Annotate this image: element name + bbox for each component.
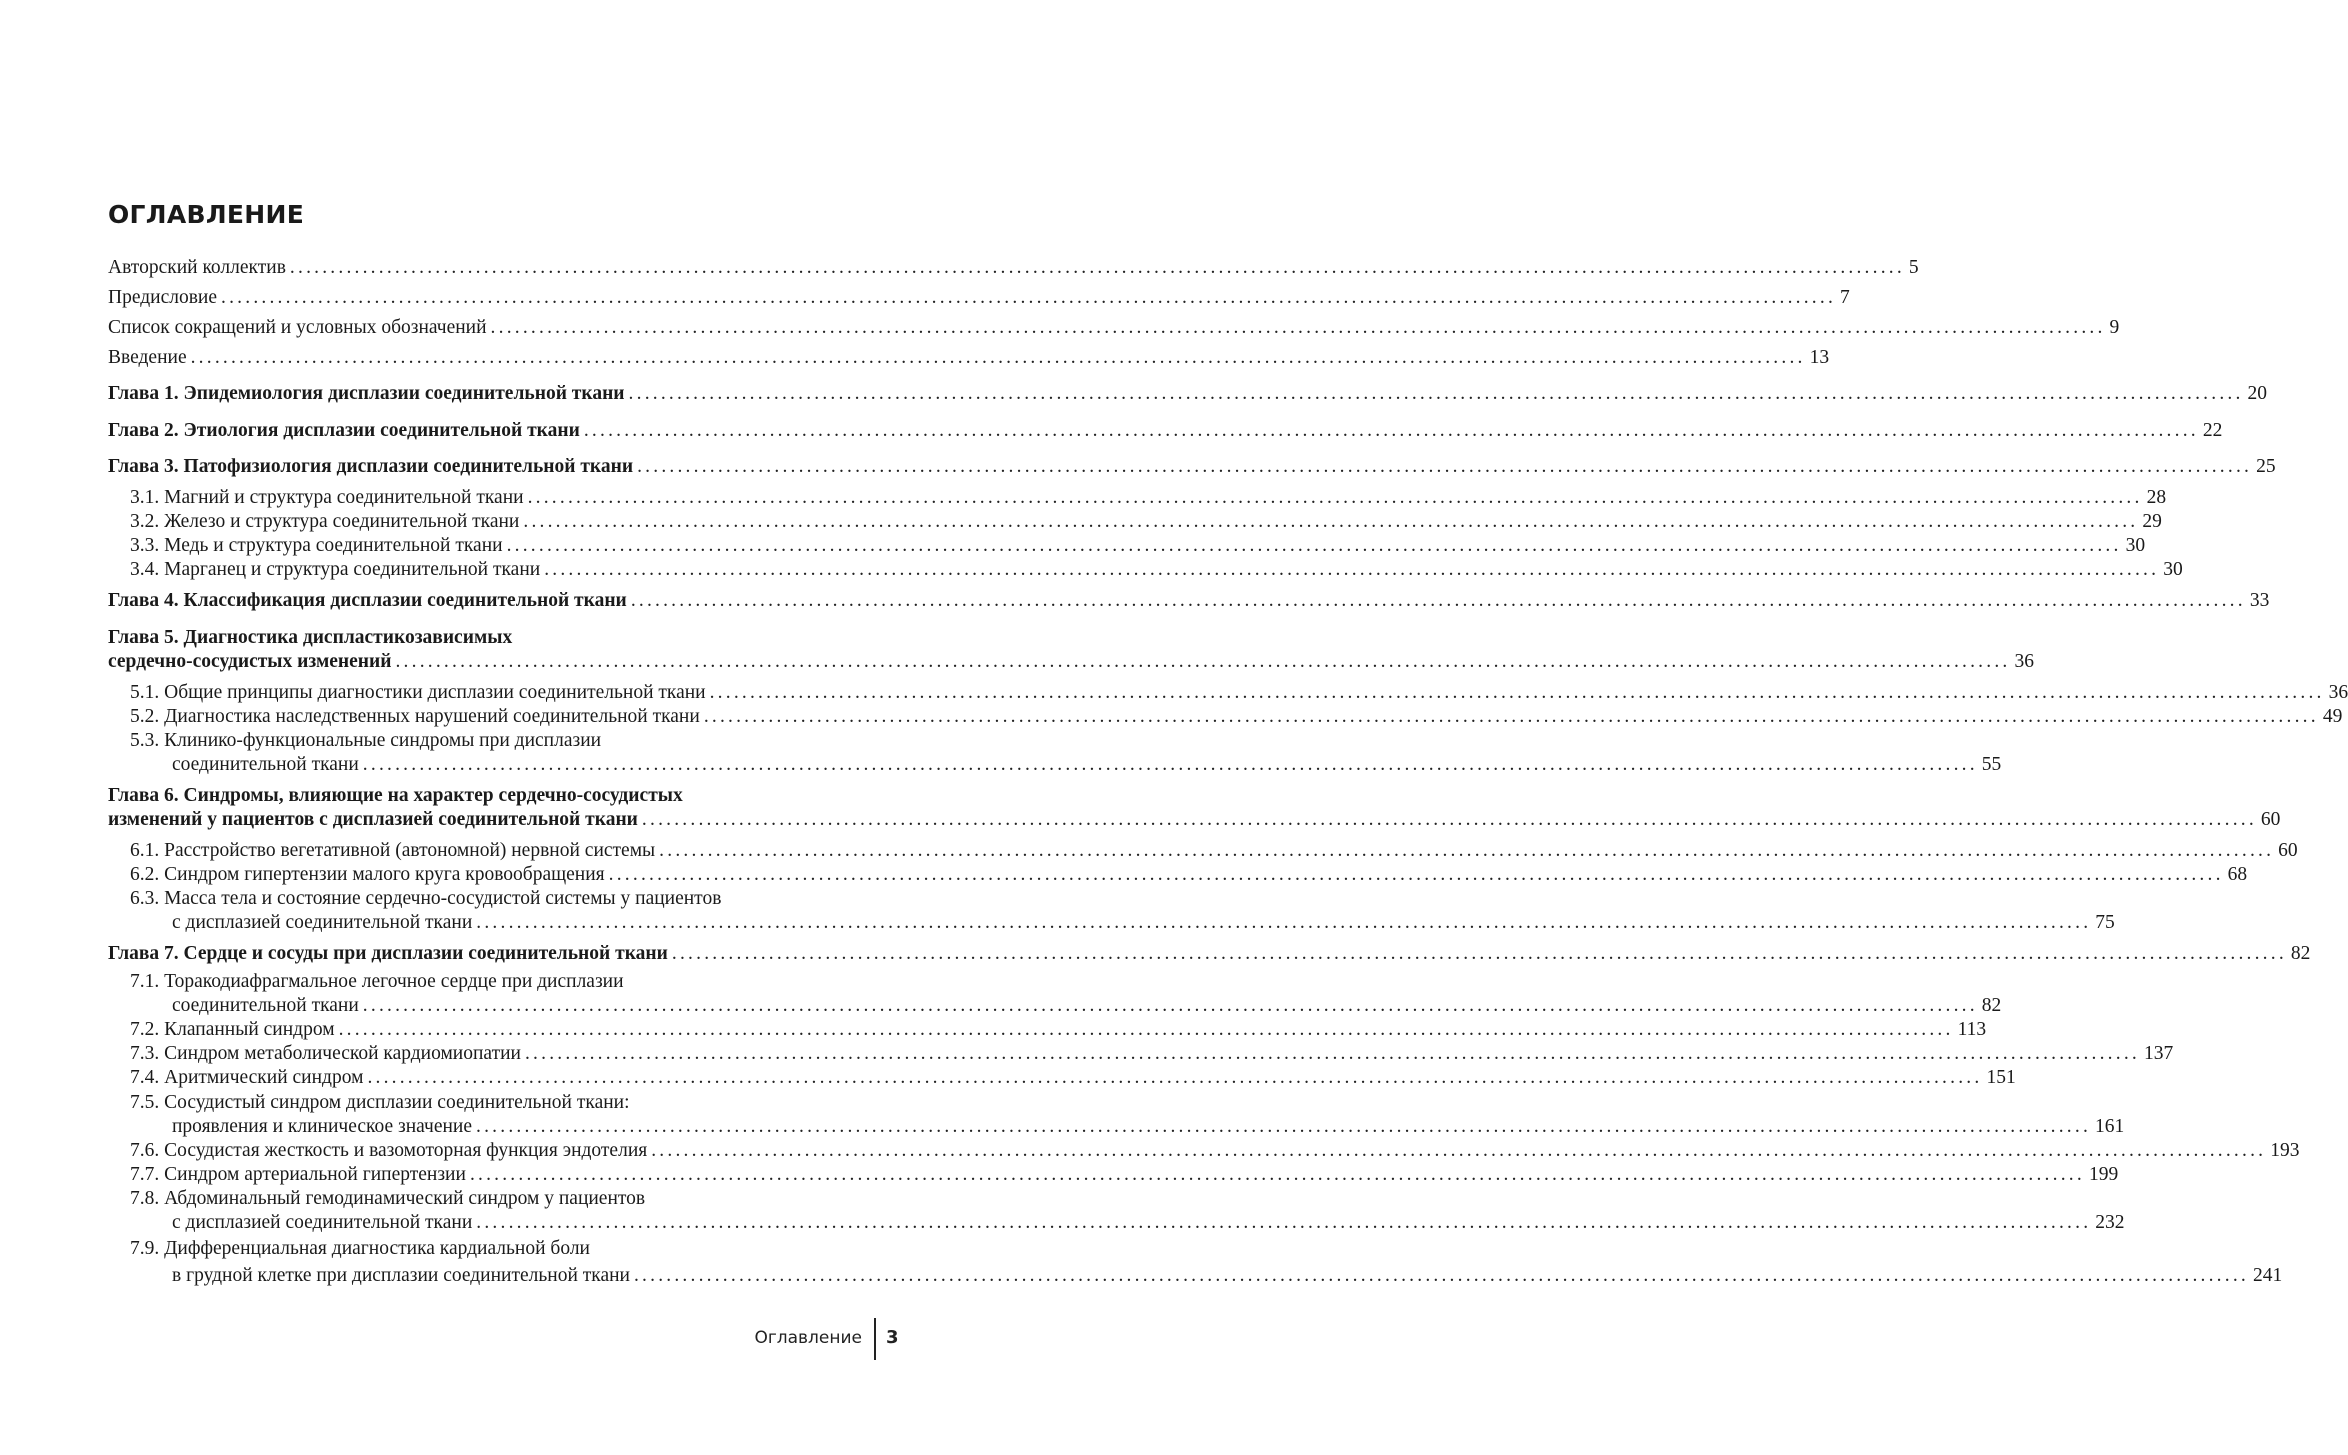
toc-section[interactable]: 3.4. Марганец и структура соединительной ткани ........................................................................................................................................................................................................ 30 — [130, 559, 2183, 580]
toc-section[interactable]: 7.4. Аритмический синдром ........................................................................................................................................................................................................ 151 — [130, 1067, 2016, 1088]
toc-section-line1: 7.8. Абдоминальный гемодинамический синдром у пациентов — [130, 1188, 646, 1209]
toc-entry-page: 193 — [2270, 1140, 2300, 1161]
toc-section[interactable]: 6.2. Синдром гипертензии малого круга кровообращения ........................................................................................................................................................................................................ 68 — [130, 864, 2248, 885]
toc-entry-page: 55 — [1981, 754, 2002, 775]
toc-entry-page: 5 — [1908, 257, 1919, 278]
toc-entry-page: 36 — [2328, 682, 2348, 703]
toc-section[interactable]: 6.1. Расстройство вегетативной (автономной) нервной системы ........................................................................................................................................................................................................ 60 — [130, 840, 2298, 861]
toc-section[interactable]: 7.3. Синдром метаболической кардиомиопатии ........................................................................................................................................................................................................ 137 — [130, 1043, 2174, 1064]
toc-section[interactable]: 3.2. Железо и структура соединительной ткани ........................................................................................................................................................................................................ 29 — [130, 511, 2162, 532]
toc-entry-page: 49 — [2322, 706, 2343, 727]
toc-chapter[interactable]: сердечно-сосудистых изменений ........................................................................................................................................................................................................ 36 — [108, 651, 2034, 672]
toc-entry[interactable]: Введение ........................................................................................................................................................................................................ 13 — [108, 347, 1830, 368]
toc-chapter[interactable]: Глава 1. Эпидемиология дисплазии соединительной ткани ........................................................................................................................................................................................................ 20 — [108, 383, 2268, 404]
toc-entry-title: Предисловие — [108, 287, 218, 308]
toc-chapter[interactable]: Глава 2. Этиология дисплазии соединительной ткани ........................................................................................................................................................................................................ 22 — [108, 420, 2223, 441]
toc-entry-page: 151 — [1986, 1067, 2016, 1088]
running-footer-title: Оглавление — [754, 1328, 862, 1348]
toc-entry-title: Глава 7. Сердце и сосуды при дисплазии соединительной ткани — [108, 943, 668, 964]
toc-section-line1: 7.1. Торакодиафрагмальное легочное сердце при дисплазии — [130, 971, 624, 992]
toc-section[interactable]: с дисплазией соединительной ткани ........................................................................................................................................................................................................ 75 — [172, 912, 2115, 933]
toc-entry[interactable]: Список сокращений и условных обозначений ........................................................................................................................................................................................................ 9 — [108, 317, 2120, 338]
toc-entry-title: Авторский коллектив — [108, 257, 286, 278]
toc-entry-title: 3.3. Медь и структура соединительной ткани — [130, 535, 503, 556]
toc-entry-title: 6.1. Расстройство вегетативной (автономной) нервной системы — [130, 840, 656, 861]
toc-section[interactable]: 5.1. Общие принципы диагностики дисплазии соединительной ткани ........................................................................................................................................................................................................ 36 — [130, 682, 2348, 703]
toc-entry-title: 3.4. Марганец и структура соединительной ткани — [130, 559, 541, 580]
toc-chapter[interactable]: Глава 7. Сердце и сосуды при дисплазии соединительной ткани ........................................................................................................................................................................................................ 82 — [108, 943, 2311, 964]
toc-chapter[interactable]: Глава 3. Патофизиология дисплазии соединительной ткани ........................................................................................................................................................................................................ 25 — [108, 456, 2276, 477]
toc-section[interactable]: 3.3. Медь и структура соединительной ткани ........................................................................................................................................................................................................ 30 — [130, 535, 2146, 556]
toc-entry-title: 6.2. Синдром гипертензии малого круга кровообращения — [130, 864, 605, 885]
toc-entry-title: 5.2. Диагностика наследственных нарушений соединительной ткани — [130, 706, 700, 727]
footer-divider — [874, 1318, 876, 1360]
toc-entry-page: 30 — [2125, 535, 2146, 556]
toc-entry-title: 7.7. Синдром артериальной гипертензии — [130, 1164, 466, 1185]
toc-entry-page: 137 — [2143, 1043, 2174, 1064]
toc-entry-page: 82 — [2290, 943, 2311, 964]
toc-entry-title: Глава 2. Этиология дисплазии соединительной ткани — [108, 420, 580, 441]
toc-entry-page: 75 — [2095, 912, 2115, 933]
toc-entry-page: 60 — [2278, 840, 2298, 861]
toc-section-line1: 5.3. Клинико-функциональные синдромы при дисплазии — [130, 730, 602, 751]
toc-entry-page: 20 — [2247, 383, 2268, 404]
toc-section[interactable]: 7.7. Синдром артериальной гипертензии ........................................................................................................................................................................................................ 199 — [130, 1164, 2119, 1185]
toc-entry-title: Глава 3. Патофизиология дисплазии соединительной ткани — [108, 456, 634, 477]
toc-section[interactable]: с дисплазией соединительной ткани ........................................................................................................................................................................................................ 232 — [172, 1212, 2125, 1233]
toc-section-line1: 7.9. Дифференциальная диагностика кардиальной боли — [130, 1238, 590, 1259]
toc-entry-title: Введение — [108, 347, 187, 368]
toc-entry-page: 22 — [2202, 420, 2223, 441]
toc-chapter[interactable]: Глава 4. Классификация дисплазии соединительной ткани ........................................................................................................................................................................................................ 33 — [108, 590, 2270, 611]
toc-entry-page: 30 — [2163, 559, 2183, 580]
toc-entry-title: 5.1. Общие принципы диагностики дисплазии соединительной ткани — [130, 682, 706, 703]
toc-section[interactable]: в грудной клетке при дисплазии соединительной ткани ........................................................................................................................................................................................................ 241 — [172, 1265, 2283, 1286]
toc-entry-title: Глава 4. Классификация дисплазии соединительной ткани — [108, 590, 627, 611]
toc-section[interactable]: соединительной ткани ........................................................................................................................................................................................................ 82 — [172, 995, 2002, 1016]
toc-entry-title: 7.6. Сосудистая жесткость и вазомоторная функция эндотелия — [130, 1140, 648, 1161]
toc-entry-page: 25 — [2256, 456, 2276, 477]
toc-entry-title: соединительной ткани — [172, 754, 359, 775]
toc-section-line1: 6.3. Масса тела и состояние сердечно-сосудистой системы у пациентов — [130, 888, 722, 909]
page-footer — [700, 1318, 1000, 1360]
toc-entry-title: 7.3. Синдром метаболической кардиомиопатии — [130, 1043, 521, 1064]
toc-section[interactable]: 3.1. Магний и структура соединительной ткани ........................................................................................................................................................................................................ 28 — [130, 487, 2167, 508]
toc-section[interactable]: 5.2. Диагностика наследственных нарушений соединительной ткани ........................................................................................................................................................................................................ 49 — [130, 706, 2343, 727]
toc-entry-title: 3.2. Железо и структура соединительной ткани — [130, 511, 520, 532]
toc-entry-title: в грудной клетке при дисплазии соединительной ткани — [172, 1265, 630, 1286]
toc-entry-page: 28 — [2146, 487, 2167, 508]
toc-entry-page: 29 — [2142, 511, 2162, 532]
toc-section[interactable]: проявления и клиническое значение ........................................................................................................................................................................................................ 161 — [172, 1116, 2125, 1137]
toc-entry-title: 3.1. Магний и структура соединительной ткани — [130, 487, 524, 508]
toc-chapter[interactable]: изменений у пациентов с дисплазией соединительной ткани ........................................................................................................................................................................................................ 60 — [108, 809, 2281, 830]
toc-entry-page: 113 — [1957, 1019, 1987, 1040]
toc-section[interactable]: соединительной ткани ........................................................................................................................................................................................................ 55 — [172, 754, 2002, 775]
toc-entry-page: 36 — [2014, 651, 2034, 672]
toc-section[interactable]: 7.2. Клапанный синдром ........................................................................................................................................................................................................ 113 — [130, 1019, 1987, 1040]
toc-entry-title: Список сокращений и условных обозначений — [108, 317, 487, 338]
toc-entry-title: изменений у пациентов с дисплазией соединительной ткани — [108, 809, 638, 830]
toc-section-line1: 7.5. Сосудистый синдром дисплазии соединительной ткани: — [130, 1092, 630, 1113]
toc-entry-title: сердечно-сосудистых изменений — [108, 651, 392, 672]
toc-entry[interactable]: Предисловие ........................................................................................................................................................................................................ 7 — [108, 287, 1850, 308]
toc-entry-title: соединительной ткани — [172, 995, 359, 1016]
toc-entry[interactable]: Авторский коллектив ........................................................................................................................................................................................................ 5 — [108, 257, 1919, 278]
toc-entry-page: 199 — [2088, 1164, 2119, 1185]
page-title: ОГЛАВЛЕНИЕ — [108, 200, 305, 229]
toc-chapter-line1: Глава 5. Диагностика диспластикозависимых — [108, 627, 513, 648]
toc-section[interactable]: 7.6. Сосудистая жесткость и вазомоторная функция эндотелия ........................................................................................................................................................................................................ 193 — [130, 1140, 2300, 1161]
toc-chapter-line1: Глава 6. Синдромы, влияющие на характер сердечно-сосудистых — [108, 785, 683, 806]
toc-entry-page: 7 — [1840, 287, 1850, 308]
toc-entry-page: 60 — [2260, 809, 2281, 830]
toc-entry-page: 82 — [1981, 995, 2002, 1016]
toc-entry-title: проявления и клиническое значение — [172, 1116, 473, 1137]
toc-entry-page: 33 — [2249, 590, 2270, 611]
page-number: 3 — [886, 1327, 899, 1348]
toc-entry-title: Глава 1. Эпидемиология дисплазии соединительной ткани — [108, 383, 625, 404]
toc-entry-page: 232 — [2095, 1212, 2125, 1233]
toc-entry-title: 7.2. Клапанный синдром — [130, 1019, 335, 1040]
toc-entry-title: 7.4. Аритмический синдром — [130, 1067, 364, 1088]
toc-entry-title: с дисплазией соединительной ткани — [172, 912, 473, 933]
toc-entry-page: 161 — [2095, 1116, 2125, 1137]
toc-entry-page: 68 — [2227, 864, 2248, 885]
toc-entry-title: с дисплазией соединительной ткани — [172, 1212, 473, 1233]
toc-entry-page: 241 — [2252, 1265, 2283, 1286]
toc-entry-page: 9 — [2109, 317, 2120, 338]
toc-entry-page: 13 — [1809, 347, 1830, 368]
